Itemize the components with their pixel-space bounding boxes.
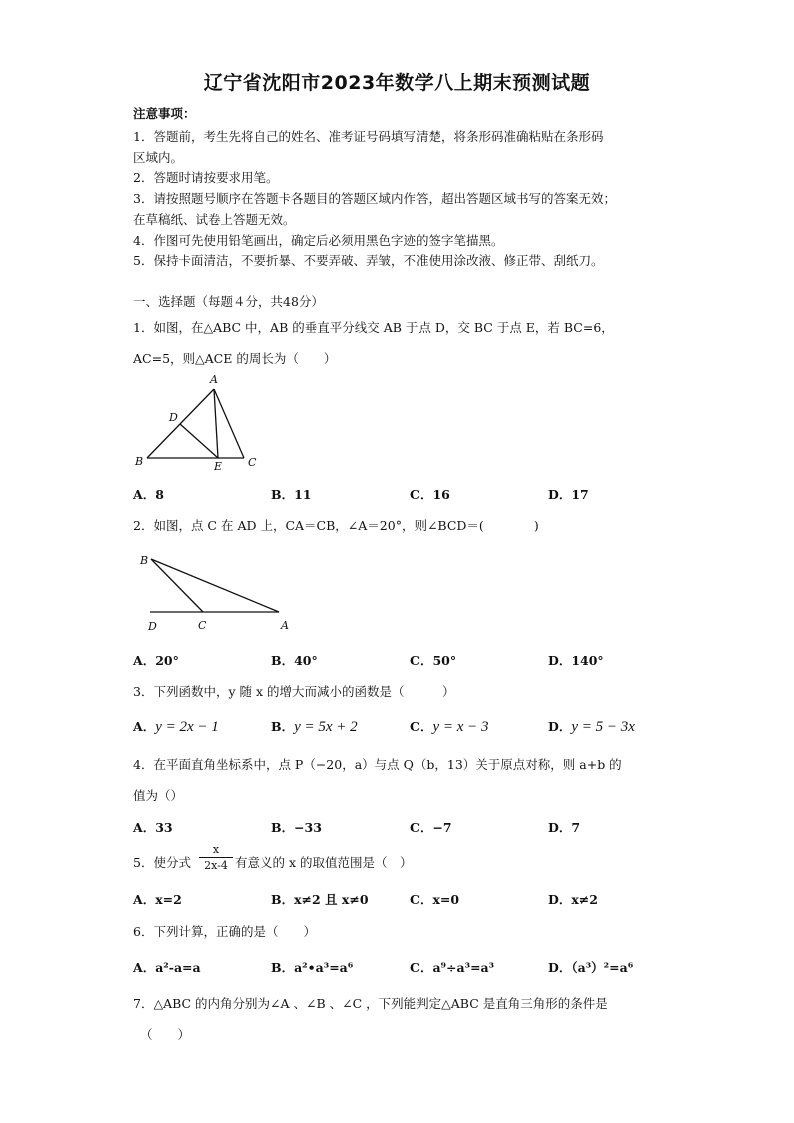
q2-option-c: C．50°: [410, 653, 457, 668]
q3-option-c: C．y = x − 3: [410, 719, 489, 735]
q4-option-b: B．−33: [271, 820, 322, 835]
q6-stem: 6．下列计算，正确的是（ ）: [133, 924, 316, 939]
q4-option-a: A．33: [133, 820, 173, 835]
q6-option-c: C．a⁹÷a³=a³: [410, 960, 495, 975]
page-title: 辽宁省沈阳市2023年数学八上期末预测试题: [203, 72, 591, 94]
notice-line: 3．请按照题号顺序在答题卡各题目的答题区域内作答，超出答题区域书写的答案无效；: [133, 191, 616, 206]
q3-option-d: D．y = 5 − 3x: [548, 719, 635, 735]
notice-line: 5．保持卡面清洁，不要折暴、不要弄破、弄皱，不准使用涂改液、修正带、刮纸刀。: [133, 253, 604, 268]
q6-option-d: D．（a³）²=a⁶: [548, 960, 634, 975]
section-heading: 一、选择题（每题４分，共48分）: [133, 294, 324, 309]
q2-stem: 2．如图，点 C 在 AD 上，CA＝CB，∠A＝20°，则∠BCD＝( ): [133, 518, 539, 533]
q5-stem-prefix: 5．使分式: [133, 855, 191, 870]
q1-label-c: C: [248, 456, 257, 469]
q5-fraction: [199, 843, 233, 872]
notice-line: 2．答题时请按要求用笔。: [133, 170, 279, 185]
q6-option-b: B．a²•a³=a⁶: [271, 960, 354, 975]
q1-label-a: A: [210, 373, 218, 386]
notice-line: 在草稿纸、试卷上答题无效。: [133, 212, 296, 227]
q2-label-c: C: [198, 619, 207, 632]
q5-option-d: D．x≠2: [548, 892, 598, 907]
q3-option-a: A．y = 2x − 1: [133, 719, 219, 735]
notice-heading: 注意事项：: [133, 106, 196, 121]
q1-label-b: B: [135, 455, 144, 468]
q2-label-a: A: [281, 619, 289, 632]
q2-option-a: A．20°: [133, 653, 179, 668]
q3-option-b: B．y = 5x + 2: [271, 719, 358, 735]
q1-stem: 1．如图，在△ABC 中，AB 的垂直平分线交 AB 于点 D，交 BC 于点 E，若 BC=6，: [133, 320, 614, 335]
q5-fraction-numerator: x: [199, 843, 233, 858]
q2-option-b: B．40°: [271, 653, 318, 668]
q7-stem: （ ）: [140, 1027, 191, 1042]
q1-label-d: D: [169, 411, 178, 424]
q5-option-b: B．x≠2 且 x≠0: [271, 892, 369, 907]
q5-stem-suffix: 有意义的 x 的取值范围是（ ）: [235, 855, 413, 870]
q3-stem: 3．下列函数中，y 随 x 的增大而减小的函数是（ ）: [133, 684, 455, 699]
notice-line: 1．答题前，考生先将自己的姓名、准考证号码填写清楚，将条形码准确粘贴在条形码: [133, 129, 604, 144]
q4-stem: 4．在平面直角坐标系中，点 P（−20，a）与点 Q（b，13）关于原点对称，则 a+b 的: [133, 757, 622, 772]
notice-line: 区域内。: [133, 150, 184, 165]
q5-option-a: A．x=2: [133, 892, 182, 907]
q1-option-a: A．8: [133, 487, 164, 502]
q2-label-d: D: [148, 620, 157, 633]
q5-option-c: C．x=0: [410, 892, 460, 907]
notice-line: 4．作图可先使用铅笔画出，确定后必须用黑色字迹的签字笔描黑。: [133, 233, 504, 248]
q1-option-b: B．11: [271, 487, 312, 502]
q4-option-c: C．−7: [410, 820, 452, 835]
q6-option-a: A．a²-a=a: [133, 960, 201, 975]
q5-fraction-denominator: 2x-4: [204, 859, 228, 872]
q2-option-d: D．140°: [548, 653, 604, 668]
q1-label-e: E: [214, 460, 223, 472]
q1-triangle-figure: [130, 370, 265, 472]
q2-label-b: B: [140, 554, 149, 567]
q1-stem: AC=5，则△ACE 的周长为（ ）: [133, 351, 337, 366]
q1-option-d: D．17: [548, 487, 589, 502]
q7-stem: 7．△ABC 的内角分别为∠A 、∠B 、∠C ，下列能判定△ABC 是直角三角形的条件是: [133, 996, 608, 1011]
q4-option-d: D．7: [548, 820, 581, 835]
q1-option-c: C．16: [410, 487, 450, 502]
q4-stem: 值为（）: [133, 788, 184, 803]
q2-triangle-figure: [135, 548, 300, 634]
